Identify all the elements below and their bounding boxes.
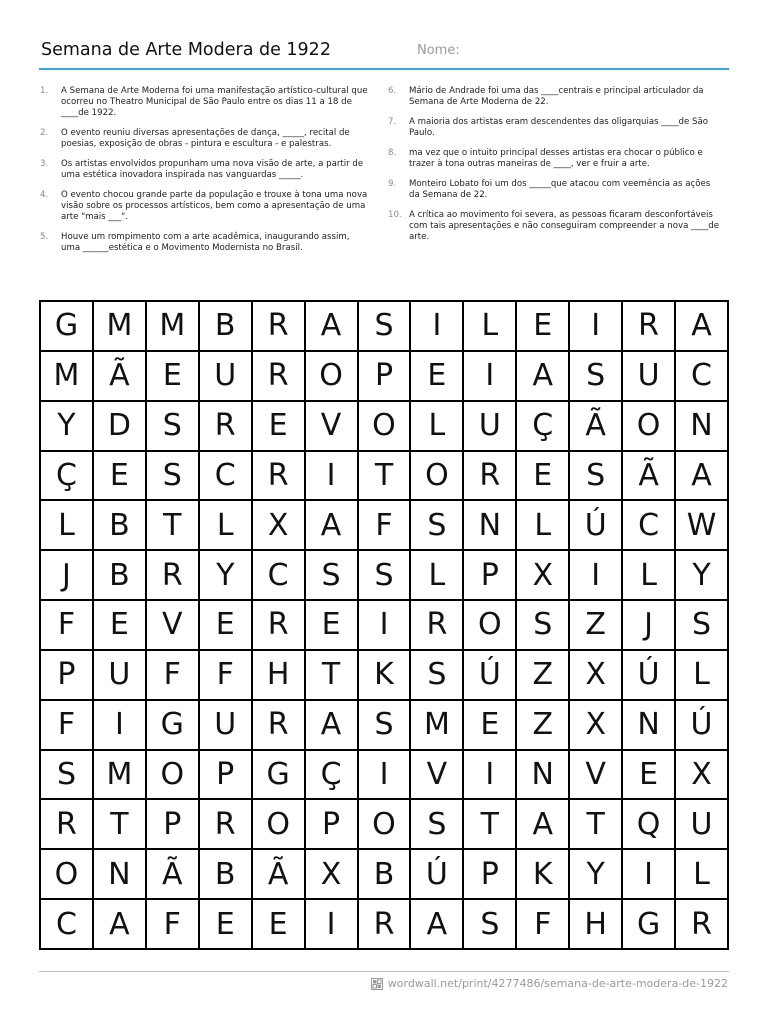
grid-cell[interactable]: I [623, 850, 676, 900]
grid-cell[interactable]: S [147, 402, 200, 452]
grid-cell[interactable]: K [359, 651, 412, 701]
grid-cell[interactable]: E [253, 402, 306, 452]
grid-cell[interactable]: S [359, 551, 412, 601]
grid-cell[interactable]: O [359, 402, 412, 452]
grid-cell[interactable]: E [411, 352, 464, 402]
clue-number: 2. [40, 128, 49, 138]
grid-cell[interactable]: L [676, 850, 729, 900]
grid-cell[interactable]: R [623, 302, 676, 352]
grid-cell[interactable]: Ã [623, 452, 676, 502]
grid-cell[interactable]: N [94, 850, 147, 900]
grid-cell[interactable]: S [41, 751, 94, 801]
grid-cell[interactable]: C [253, 551, 306, 601]
clue-item [40, 190, 370, 223]
grid-cell[interactable]: S [306, 551, 359, 601]
clue-text: A maioria dos artistas eram descendentes das oligarquias ____de São Paulo. [409, 117, 709, 138]
grid-cell[interactable]: Ã [253, 850, 306, 900]
grid-cell[interactable]: B [359, 850, 412, 900]
grid-cell[interactable]: S [411, 501, 464, 551]
worksheet-title: Semana de Arte Modera de 1922 [41, 40, 331, 60]
clue-number: 6. [388, 86, 397, 96]
grid-cell[interactable]: R [464, 452, 517, 502]
grid-cell[interactable]: M [411, 701, 464, 751]
grid-cell[interactable]: M [41, 352, 94, 402]
grid-cell[interactable]: V [306, 402, 359, 452]
footer-divider [39, 971, 729, 972]
grid-cell[interactable]: B [94, 501, 147, 551]
grid-cell[interactable]: I [570, 302, 623, 352]
grid-cell[interactable]: Y [200, 551, 253, 601]
clue-text: O evento reuniu diversas apresentações de dança, _____, recital de poesias, exposição de obras - pintura e escultura - e palestras. [61, 128, 350, 149]
grid-cell[interactable]: A [517, 800, 570, 850]
grid-cell[interactable]: R [253, 352, 306, 402]
clue-number: 9. [388, 179, 397, 189]
grid-cell[interactable]: Ã [570, 402, 623, 452]
grid-cell[interactable]: G [253, 751, 306, 801]
word-search-grid [39, 300, 729, 950]
grid-cell[interactable]: V [147, 601, 200, 651]
grid-cell[interactable]: I [306, 900, 359, 950]
grid-cell[interactable]: O [147, 751, 200, 801]
grid-cell[interactable]: Z [517, 701, 570, 751]
grid-cell[interactable]: C [41, 900, 94, 950]
grid-cell[interactable]: T [147, 501, 200, 551]
grid-cell[interactable]: E [464, 701, 517, 751]
grid-cell[interactable]: E [94, 601, 147, 651]
grid-cell[interactable]: H [570, 900, 623, 950]
grid-cell[interactable]: S [517, 601, 570, 651]
grid-cell[interactable]: S [676, 601, 729, 651]
grid-cell[interactable]: E [517, 302, 570, 352]
grid-cell[interactable]: I [306, 452, 359, 502]
grid-cell[interactable]: S [411, 800, 464, 850]
clue-text: ma vez que o intuito principal desses artistas era chocar o público e trazer à tona outras maneiras de ____, ver e fruir a arte. [409, 148, 703, 169]
clue-item [40, 232, 370, 254]
grid-cell[interactable]: A [411, 900, 464, 950]
grid-cell[interactable]: R [200, 800, 253, 850]
grid-cell[interactable]: L [411, 402, 464, 452]
grid-cell[interactable]: I [359, 751, 412, 801]
grid-cell[interactable]: R [41, 800, 94, 850]
grid-cell[interactable]: E [147, 352, 200, 402]
clue-text: A Semana de Arte Moderna foi uma manifestação artístico-cultural que ocorreu no Theatro Municipal de São Paulo entre os dias 11 a 18 de ____de 1922. [61, 86, 368, 118]
grid-cell[interactable]: A [306, 501, 359, 551]
clue-item [388, 86, 723, 108]
grid-cell[interactable]: L [41, 501, 94, 551]
grid-cell[interactable]: Z [517, 651, 570, 701]
grid-cell[interactable]: X [570, 651, 623, 701]
grid-cell[interactable]: S [570, 452, 623, 502]
grid-cell[interactable]: U [94, 651, 147, 701]
grid-cell[interactable]: Ã [94, 352, 147, 402]
grid-cell[interactable]: D [94, 402, 147, 452]
grid-cell[interactable]: R [253, 302, 306, 352]
grid-cell[interactable]: A [676, 302, 729, 352]
grid-cell[interactable]: I [570, 551, 623, 601]
grid-cell[interactable]: M [147, 302, 200, 352]
grid-cell[interactable]: R [253, 452, 306, 502]
clue-item [388, 117, 723, 139]
clue-number: 1. [40, 86, 49, 96]
grid-cell[interactable]: Ç [41, 452, 94, 502]
grid-cell[interactable]: O [253, 800, 306, 850]
grid-cell[interactable]: X [306, 850, 359, 900]
grid-cell[interactable]: I [359, 601, 412, 651]
grid-cell[interactable]: G [147, 701, 200, 751]
grid-cell[interactable]: Ú [570, 501, 623, 551]
clue-text: O evento chocou grande parte da população e trouxe à tona uma nova visão sobre os processos artísticos, bem como a apresentação de uma arte "mais ___". [61, 190, 368, 222]
clue-text: Os artistas envolvidos propunham uma nova visão de arte, a partir de uma estética inovadora inspirada nas vanguardas _____. [61, 159, 364, 180]
grid-cell[interactable]: W [676, 501, 729, 551]
grid-cell[interactable]: E [253, 900, 306, 950]
grid-cell[interactable]: R [147, 551, 200, 601]
name-label: Nome: [417, 43, 460, 58]
grid-cell[interactable]: O [306, 352, 359, 402]
clue-item [388, 148, 723, 170]
grid-cell[interactable]: Ú [464, 651, 517, 701]
worksheet-header [39, 40, 729, 70]
grid-cell[interactable]: S [464, 900, 517, 950]
grid-cell[interactable]: U [200, 701, 253, 751]
footer [371, 977, 728, 990]
grid-cell[interactable]: J [41, 551, 94, 601]
clue-number: 7. [388, 117, 397, 127]
grid-cell[interactable]: N [464, 501, 517, 551]
grid-cell[interactable]: G [623, 900, 676, 950]
grid-cell[interactable]: O [359, 800, 412, 850]
grid-cell[interactable]: E [306, 601, 359, 651]
grid-cell[interactable]: A [306, 701, 359, 751]
clue-list-right [388, 86, 723, 252]
grid-cell[interactable]: U [623, 352, 676, 402]
grid-cell[interactable]: T [94, 800, 147, 850]
grid-cell[interactable]: Ç [517, 402, 570, 452]
grid-cell[interactable]: Ú [411, 850, 464, 900]
grid-cell[interactable]: O [411, 452, 464, 502]
grid-cell[interactable]: H [253, 651, 306, 701]
grid-cell[interactable]: F [41, 601, 94, 651]
grid-cell[interactable]: E [200, 900, 253, 950]
grid-cell[interactable]: J [623, 601, 676, 651]
grid-cell[interactable]: N [517, 751, 570, 801]
clue-text: Houve um rompimento com a arte acadêmica, inaugurando assim, uma ______estética e o Movimento Modernista no Brasil. [61, 232, 350, 253]
grid-cell[interactable]: T [464, 800, 517, 850]
grid-cell[interactable]: Y [570, 850, 623, 900]
grid-cell[interactable]: F [41, 701, 94, 751]
grid-cell[interactable]: F [147, 900, 200, 950]
grid-cell[interactable]: L [676, 651, 729, 701]
grid-cell[interactable]: Q [623, 800, 676, 850]
grid-cell[interactable]: L [517, 501, 570, 551]
grid-cell[interactable]: Y [41, 402, 94, 452]
grid-cell[interactable]: P [147, 800, 200, 850]
grid-cell[interactable]: A [517, 352, 570, 402]
clue-item [388, 179, 723, 201]
clue-number: 3. [40, 159, 49, 169]
grid-cell[interactable]: I [94, 701, 147, 751]
grid-cell[interactable]: R [359, 900, 412, 950]
grid-cell[interactable]: O [41, 850, 94, 900]
grid-cell[interactable]: N [676, 402, 729, 452]
clue-number: 8. [388, 148, 397, 158]
grid-cell[interactable]: E [517, 452, 570, 502]
grid-cell[interactable]: R [411, 601, 464, 651]
grid-cell[interactable]: C [623, 501, 676, 551]
grid-cell[interactable]: U [464, 402, 517, 452]
grid-cell[interactable]: Y [676, 551, 729, 601]
clue-list-left [40, 86, 370, 263]
grid-cell[interactable]: A [306, 302, 359, 352]
grid-cell[interactable]: L [464, 302, 517, 352]
grid-cell[interactable]: F [200, 651, 253, 701]
grid-cell[interactable]: M [94, 302, 147, 352]
grid-cell[interactable]: I [464, 751, 517, 801]
grid-cell[interactable]: X [570, 701, 623, 751]
clue-number: 4. [40, 190, 49, 200]
grid-cell[interactable]: F [147, 651, 200, 701]
clue-item [40, 86, 370, 119]
grid-cell[interactable]: S [147, 452, 200, 502]
grid-cell[interactable]: E [94, 452, 147, 502]
grid-cell[interactable]: P [306, 800, 359, 850]
grid-cell[interactable]: S [411, 651, 464, 701]
grid-cell[interactable]: T [570, 800, 623, 850]
grid-cell[interactable]: B [200, 302, 253, 352]
grid-cell[interactable]: R [253, 601, 306, 651]
grid-cell[interactable]: G [41, 302, 94, 352]
clue-number: 5. [40, 232, 49, 242]
grid-cell[interactable]: O [623, 402, 676, 452]
grid-cell[interactable]: C [676, 352, 729, 402]
grid-cell[interactable]: F [359, 501, 412, 551]
grid-cell[interactable]: Ç [306, 751, 359, 801]
grid-cell[interactable]: C [200, 452, 253, 502]
grid-cell[interactable]: Ã [147, 850, 200, 900]
clue-text: Mário de Andrade foi uma das ____centrais e principal articulador da Semana de Arte Moderna de 22. [409, 86, 704, 107]
grid-cell[interactable]: X [253, 501, 306, 551]
wordwall-logo-icon [371, 978, 383, 990]
grid-cell[interactable]: B [94, 551, 147, 601]
grid-cell[interactable]: P [464, 551, 517, 601]
grid-cell[interactable]: A [94, 900, 147, 950]
grid-cell[interactable]: Ú [676, 701, 729, 751]
grid-cell[interactable]: M [94, 751, 147, 801]
grid-cell[interactable]: B [200, 850, 253, 900]
grid-cell[interactable]: R [676, 900, 729, 950]
grid-cell[interactable]: Z [570, 601, 623, 651]
grid-cell[interactable]: L [200, 501, 253, 551]
grid-cell[interactable]: I [464, 352, 517, 402]
grid-cell[interactable]: V [570, 751, 623, 801]
grid-cell[interactable]: Ú [623, 651, 676, 701]
grid-cell[interactable]: S [359, 701, 412, 751]
grid-cell[interactable]: P [359, 352, 412, 402]
grid-cell[interactable]: P [464, 850, 517, 900]
grid-cell[interactable]: P [41, 651, 94, 701]
grid-cell[interactable]: X [517, 551, 570, 601]
grid-cell[interactable]: E [623, 751, 676, 801]
grid-cell[interactable]: L [411, 551, 464, 601]
grid-cell[interactable]: K [517, 850, 570, 900]
grid-cell[interactable]: N [623, 701, 676, 751]
grid-cell[interactable]: S [570, 352, 623, 402]
clue-item [388, 210, 723, 243]
grid-cell[interactable]: U [676, 800, 729, 850]
grid-cell[interactable]: O [464, 601, 517, 651]
grid-cell[interactable]: I [411, 302, 464, 352]
grid-cell[interactable]: X [676, 751, 729, 801]
grid-cell[interactable]: L [623, 551, 676, 601]
grid-cell[interactable]: T [306, 651, 359, 701]
clue-text: Monteiro Lobato foi um dos _____que atacou com veemência as ações da Semana de 22. [409, 179, 711, 200]
grid-cell[interactable]: R [253, 701, 306, 751]
grid-cell[interactable]: P [200, 751, 253, 801]
clue-item [40, 128, 370, 150]
grid-cell[interactable]: S [359, 302, 412, 352]
grid-cell[interactable]: F [517, 900, 570, 950]
clue-item [40, 159, 370, 181]
grid-cell[interactable]: U [200, 352, 253, 402]
footer-url[interactable]: wordwall.net/print/4277486/semana-de-arte-modera-de-1922 [387, 977, 728, 990]
clue-number: 10. [388, 210, 402, 220]
grid-cell[interactable]: E [200, 601, 253, 651]
grid-cell[interactable]: A [676, 452, 729, 502]
grid-cell[interactable]: T [359, 452, 412, 502]
grid-cell[interactable]: R [200, 402, 253, 452]
clue-text: A crítica ao movimento foi severa, as pessoas ficaram desconfortáveis com tais apresentações e não conseguiram compreender a nova ____de arte. [409, 210, 719, 242]
grid-cell[interactable]: V [411, 751, 464, 801]
